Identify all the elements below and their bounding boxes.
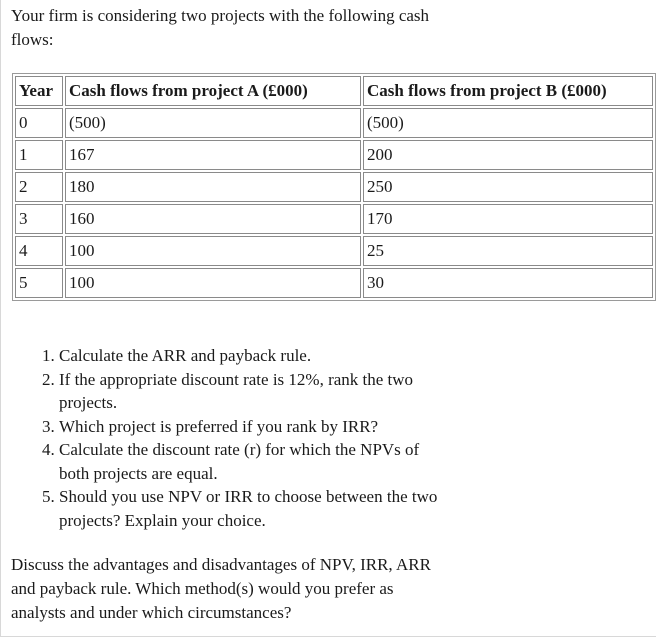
intro-paragraph: Your firm is considering two projects with the following cash flows: — [11, 6, 430, 49]
question-item: 1. Calculate the ARR and payback rule. — [59, 344, 439, 368]
cell-year: 0 — [15, 108, 63, 138]
cell-project-a: 180 — [65, 172, 361, 202]
cell-project-b: 30 — [363, 268, 653, 298]
table-row — [15, 268, 653, 298]
cell-project-b: (500) — [363, 108, 653, 138]
question-item: 3. Which project is preferred if you rank by IRR? — [59, 415, 439, 439]
cell-year: 5 — [15, 268, 63, 298]
table-row — [15, 236, 653, 266]
cell-project-b: 25 — [363, 236, 653, 266]
cell-project-a: 100 — [65, 236, 361, 266]
header-project-a: Cash flows from project A (£000) — [65, 76, 361, 106]
table-row — [15, 140, 653, 170]
header-year: Year — [15, 76, 63, 106]
cell-project-b: 200 — [363, 140, 653, 170]
cell-year: 2 — [15, 172, 63, 202]
question-list — [59, 344, 439, 532]
cell-year: 1 — [15, 140, 63, 170]
cash-flow-table — [12, 73, 656, 301]
cell-project-a: 160 — [65, 204, 361, 234]
table-row — [15, 172, 653, 202]
cell-project-b: 170 — [363, 204, 653, 234]
cell-year: 3 — [15, 204, 63, 234]
question-item: 4. Calculate the discount rate (r) for which the NPVs of both projects are equal. — [59, 438, 439, 485]
table-row — [15, 108, 653, 138]
question-item: 5. Should you use NPV or IRR to choose between the two projects? Explain your choice. — [59, 485, 439, 532]
table-row — [15, 204, 653, 234]
question-item: 2. If the appropriate discount rate is 12%, rank the two projects. — [59, 368, 439, 415]
cell-project-a: 100 — [65, 268, 361, 298]
table-header-row — [15, 76, 653, 106]
header-project-b: Cash flows from project B (£000) — [363, 76, 653, 106]
cell-year: 4 — [15, 236, 63, 266]
cell-project-b: 250 — [363, 172, 653, 202]
cell-project-a: (500) — [65, 108, 361, 138]
cell-project-a: 167 — [65, 140, 361, 170]
discussion-paragraph: Discuss the advantages and disadvantages of NPV, IRR, ARR and payback rule. Which method(s) would you prefer as analysts and under which circumstances? — [11, 555, 431, 622]
